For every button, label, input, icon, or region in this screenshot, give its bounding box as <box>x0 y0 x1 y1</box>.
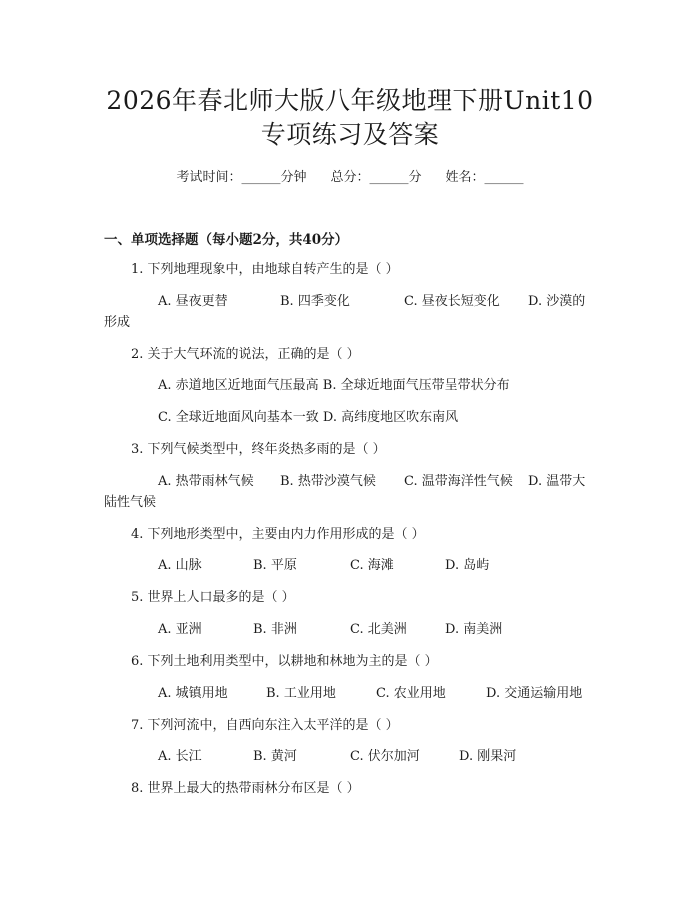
question-stem: 6. 下列土地利用类型中，以耕地和林地为主的是（ ） <box>131 654 438 669</box>
option-d: D. 温带大 <box>528 474 586 489</box>
option-c: C. 海滩 <box>350 558 394 573</box>
question-stem: 4. 下列地形类型中，主要由内力作用形成的是（ ） <box>131 527 425 542</box>
student-name-label: 姓名：______ <box>445 170 524 185</box>
option-c: C. 温带海洋性气候 <box>404 474 513 489</box>
option-b: B. 四季变化 <box>280 294 350 309</box>
option-c: C. 农业用地 <box>376 686 446 701</box>
option-a: A. 昼夜更替 <box>158 294 228 309</box>
question-option-continuation: 形成 <box>104 315 131 330</box>
document-title-line-2: 专项练习及答案 <box>260 120 440 149</box>
question-stem: 2. 关于大气环流的说法，正确的是（ ） <box>131 347 360 362</box>
option-a: A. 山脉 <box>158 558 202 573</box>
option-d: D. 沙漠的 <box>528 294 586 309</box>
section-header: 一、单项选择题（每小题2分，共40分） <box>104 232 349 248</box>
option-d: D. 岛屿 <box>445 558 490 573</box>
option-c: C. 北美洲 <box>350 622 407 637</box>
total-score-label: 总分：______分 <box>330 170 422 185</box>
option-b: B. 非洲 <box>253 622 297 637</box>
question-stem: 1. 下列地理现象中，由地球自转产生的是（ ） <box>131 262 399 277</box>
question-stem: 5. 世界上人口最多的是（ ） <box>131 590 295 605</box>
question-stem: 7. 下列河流中，自西向东注入太平洋的是（ ） <box>131 718 399 733</box>
option-a: A. 热带雨林气候 <box>158 474 254 489</box>
option-d: D. 交通运输用地 <box>486 686 583 701</box>
option-a: A. 亚洲 <box>158 622 202 637</box>
option-b: B. 热带沙漠气候 <box>280 474 376 489</box>
option-a: A. 城镇用地 <box>158 686 228 701</box>
option-b: B. 平原 <box>253 558 297 573</box>
option-c: C. 昼夜长短变化 <box>404 294 500 309</box>
option-b: B. 工业用地 <box>266 686 336 701</box>
question-stem: 3. 下列气候类型中，终年炎热多雨的是（ ） <box>131 442 386 457</box>
option-c: C. 伏尔加河 <box>350 749 420 764</box>
exam-time-label: 考试时间：______分钟 <box>176 170 307 185</box>
option-a: A. 长江 <box>158 749 202 764</box>
question-stem: 8. 世界上最大的热带雨林分布区是（ ） <box>131 781 360 796</box>
option-d: D. 刚果河 <box>459 749 517 764</box>
option-b: B. 黄河 <box>253 749 297 764</box>
question-option-continuation: 陆性气候 <box>104 495 157 510</box>
document-title-line-1: 2026年春北师大版八年级地理下册Unit10 <box>106 86 594 115</box>
exam-meta <box>0 170 700 186</box>
question-options-row-2: C. 全球近地面风向基本一致 D. 高纬度地区吹东南风 <box>158 410 459 425</box>
option-d: D. 南美洲 <box>445 622 503 637</box>
question-options-row-1: A. 赤道地区近地面气压最高 B. 全球近地面气压带呈带状分布 <box>158 378 510 393</box>
